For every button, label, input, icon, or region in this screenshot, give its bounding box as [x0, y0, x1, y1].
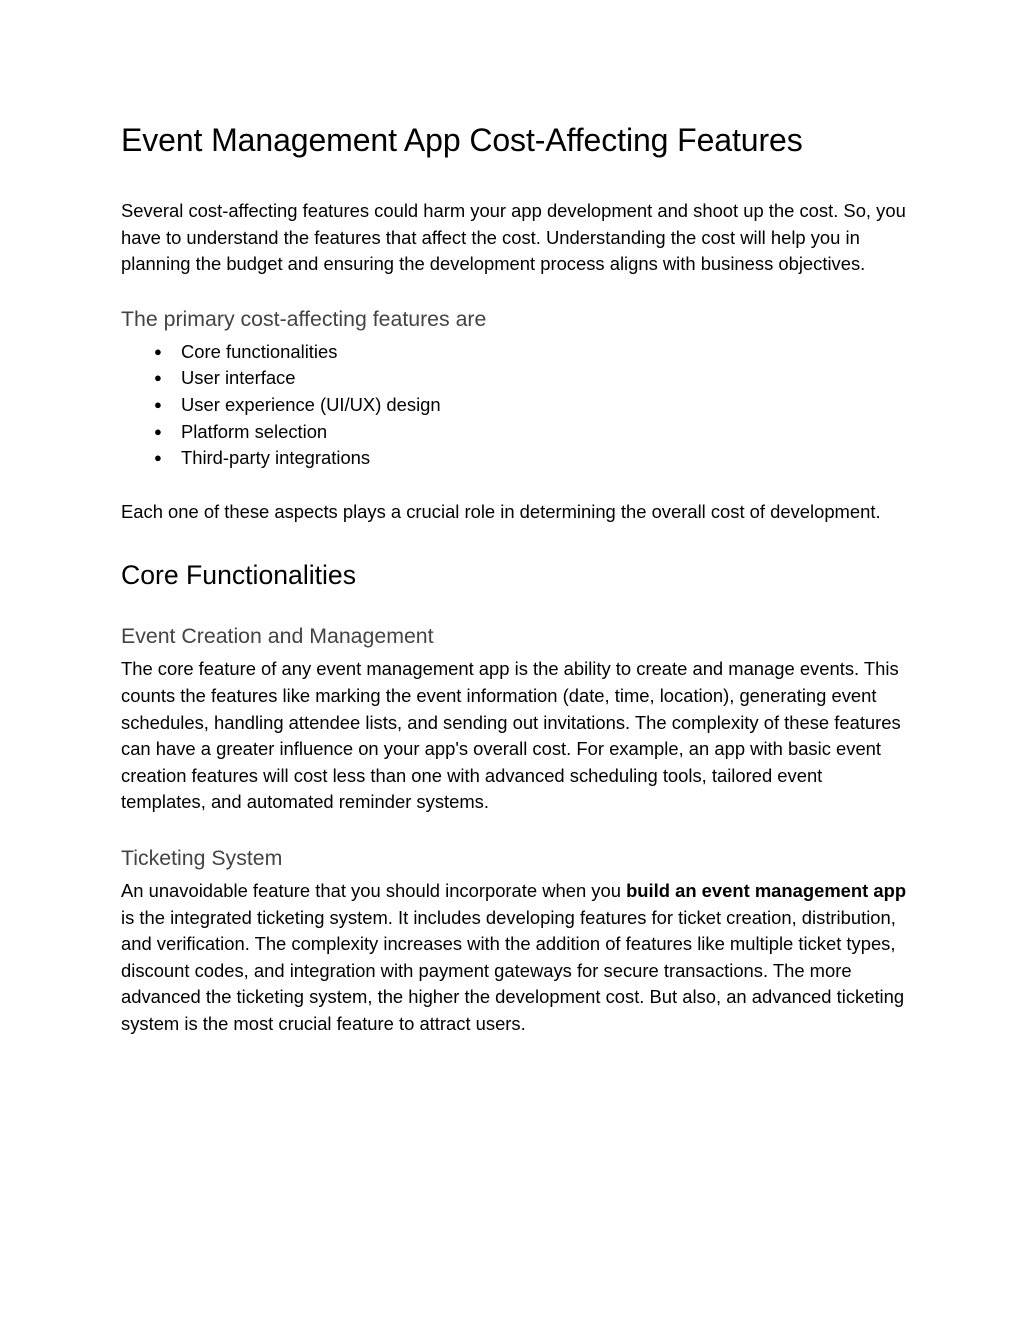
list-item-label: User experience (UI/UX) design [181, 393, 441, 415]
list-item-label: Core functionalities [181, 340, 338, 362]
ticketing-heading: Ticketing System [121, 845, 283, 870]
closing-paragraph: Each one of these aspects plays a crucial role in determining the overall cost of development. [121, 500, 881, 522]
list-item-label: Platform selection [181, 420, 328, 442]
bullet-icon: ● [154, 343, 162, 359]
list-item [121, 419, 911, 446]
primary-features-heading: The primary cost-affecting features are [121, 306, 487, 331]
list-item-label: Third-party integrations [181, 447, 371, 469]
ticketing-text-end: is the integrated ticketing system. It includes developing features for ticket creation, distribution, and verification. The complexity increases with the addition of features like multiple ticket types, discount codes, and integration with payment gateways for secure transactions. The more advanced the ticketing system, the higher the development cost. But also, an advanced ticketing system is the most crucial feature to attract users. [121, 906, 905, 1034]
list-item [121, 339, 911, 366]
bullet-icon: ● [154, 423, 162, 439]
ticketing-bold-phrase: build an event management app [626, 879, 907, 901]
event-creation-heading: Event Creation and Management [121, 624, 434, 649]
bullet-icon: ● [154, 370, 162, 386]
ticketing-paragraph [121, 878, 911, 1038]
bullet-icon: ● [154, 396, 162, 412]
ticketing-text-start: An unavoidable feature that you should incorporate when you [121, 879, 627, 901]
list-item [121, 445, 911, 472]
list-item [121, 365, 911, 392]
bullet-icon: ● [154, 450, 162, 466]
list-item [121, 392, 911, 419]
features-list [121, 339, 911, 472]
core-functionalities-heading: Core Functionalities [121, 560, 357, 591]
document-page [121, 118, 911, 1037]
event-creation-paragraph: The core feature of any event management app is the ability to create and manage events. This counts the features like marking the event information (date, time, location), generating event schedules, handling attendee lists, and sending out invitations. The complexity of these features can have a greater influence on your app's overall cost. For example, an app with basic event creation features will cost less than one with advanced scheduling tools, tailored event templates, and automated reminder systems. [121, 658, 901, 813]
page-title: Event Management App Cost-Affecting Features [121, 122, 803, 158]
intro-paragraph: Several cost-affecting features could harm your app development and shoot up the cost. So, you have to understand the features that affect the cost. Understanding the cost will help you in planning the budget and ensuring the development process aligns with business objectives. [121, 200, 906, 275]
list-item-label: User interface [181, 367, 296, 389]
